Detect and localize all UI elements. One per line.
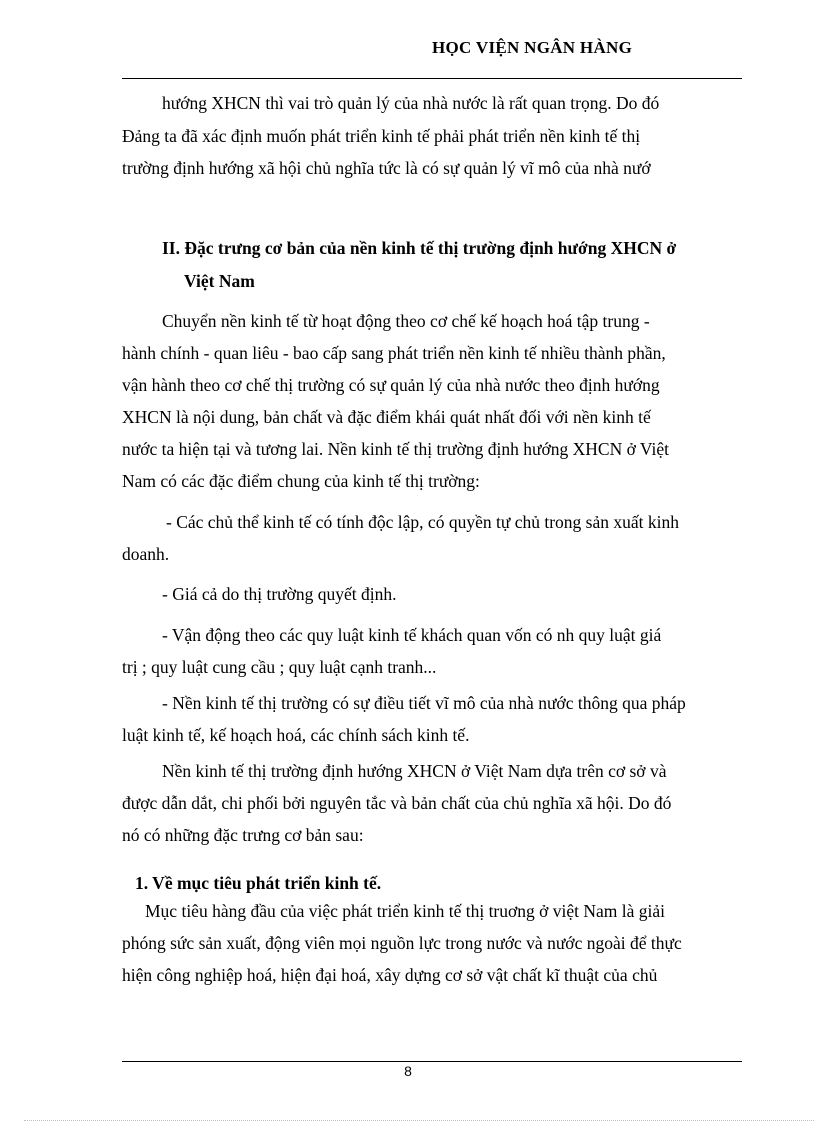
list-item: - Các chủ thể kinh tế có tính độc lập, có quyền tự chủ trong sản xuất kinh <box>166 512 679 532</box>
body-line: hành chính - quan liêu - bao cấp sang phát triển nền kinh tế nhiều thành phần, <box>122 343 666 363</box>
body-line: Nền kinh tế thị trường định hướng XHCN ở Việt Nam dựa trên cơ sở và <box>162 761 667 781</box>
body-line: luật kinh tế, kế hoạch hoá, các chính sách kinh tế. <box>122 725 470 745</box>
subsection-heading: 1. Về mục tiêu phát triển kinh tế. <box>135 873 382 893</box>
body-line: Mục tiêu hàng đầu của việc phát triển kinh tế thị truơng ở việt Nam là giải <box>145 901 666 921</box>
body-line: trị ; quy luật cung cầu ; quy luật cạnh tranh... <box>122 657 437 677</box>
document-header-title: HỌC VIỆN NGÂN HÀNG <box>432 38 633 57</box>
body-line: phóng sức sản xuất, động viên mọi nguồn lực trong nước và nước ngoài để thực <box>122 933 682 953</box>
footer-rule <box>122 1061 742 1062</box>
body-line: hiện công nghiệp hoá, hiện đại hoá, xây dựng cơ sở vật chất kĩ thuật của chủ <box>122 965 658 985</box>
body-line: được dẫn dắt, chi phối bởi nguyên tắc và bản chất của chủ nghĩa xã hội. Do đó <box>122 793 672 813</box>
list-item: - Nền kinh tế thị trường có sự điều tiết vĩ mô của nhà nước thông qua pháp <box>162 693 686 713</box>
body-line: nước ta hiện tại và tương lai. Nền kinh tế thị trường định hướng XHCN ở Việt <box>122 439 669 459</box>
body-line: vận hành theo cơ chế thị trường có sự quản lý của nhà nước theo định hướng <box>122 375 660 395</box>
section-heading: Việt Nam <box>184 271 255 291</box>
page-edge-dotted-line <box>24 1120 814 1121</box>
body-line: XHCN là nội dung, bản chất và đặc điểm khái quát nhất đối với nền kinh tế <box>122 407 651 427</box>
list-item: - Vận động theo các quy luật kinh tế khách quan vốn có nh quy luật giá <box>162 625 662 645</box>
header-rule <box>122 78 742 79</box>
body-line: Nam có các đặc điểm chung của kinh tế thị trường: <box>122 471 480 491</box>
body-line: doanh. <box>122 544 170 564</box>
section-heading: II. Đặc trưng cơ bản của nền kinh tế thị trường định hướng XHCN ở <box>162 238 677 258</box>
body-line: Chuyển nền kinh tế từ hoạt động theo cơ chế kế hoạch hoá tập trung - <box>162 311 650 331</box>
list-item: - Giá cả do thị trường quyết định. <box>162 584 397 604</box>
page-number: 8 <box>404 1063 412 1079</box>
body-line: hướng XHCN thì vai trò quản lý của nhà nước là rất quan trọng. Do đó <box>162 93 660 113</box>
body-line: Đảng ta đã xác định muốn phát triển kinh tế phải phát triển nền kinh tế thị <box>122 126 641 146</box>
body-line: trường định hướng xã hội chủ nghĩa tức là có sự quản lý vĩ mô của nhà nướ <box>122 158 651 178</box>
body-line: nó có những đặc trưng cơ bản sau: <box>122 825 364 845</box>
